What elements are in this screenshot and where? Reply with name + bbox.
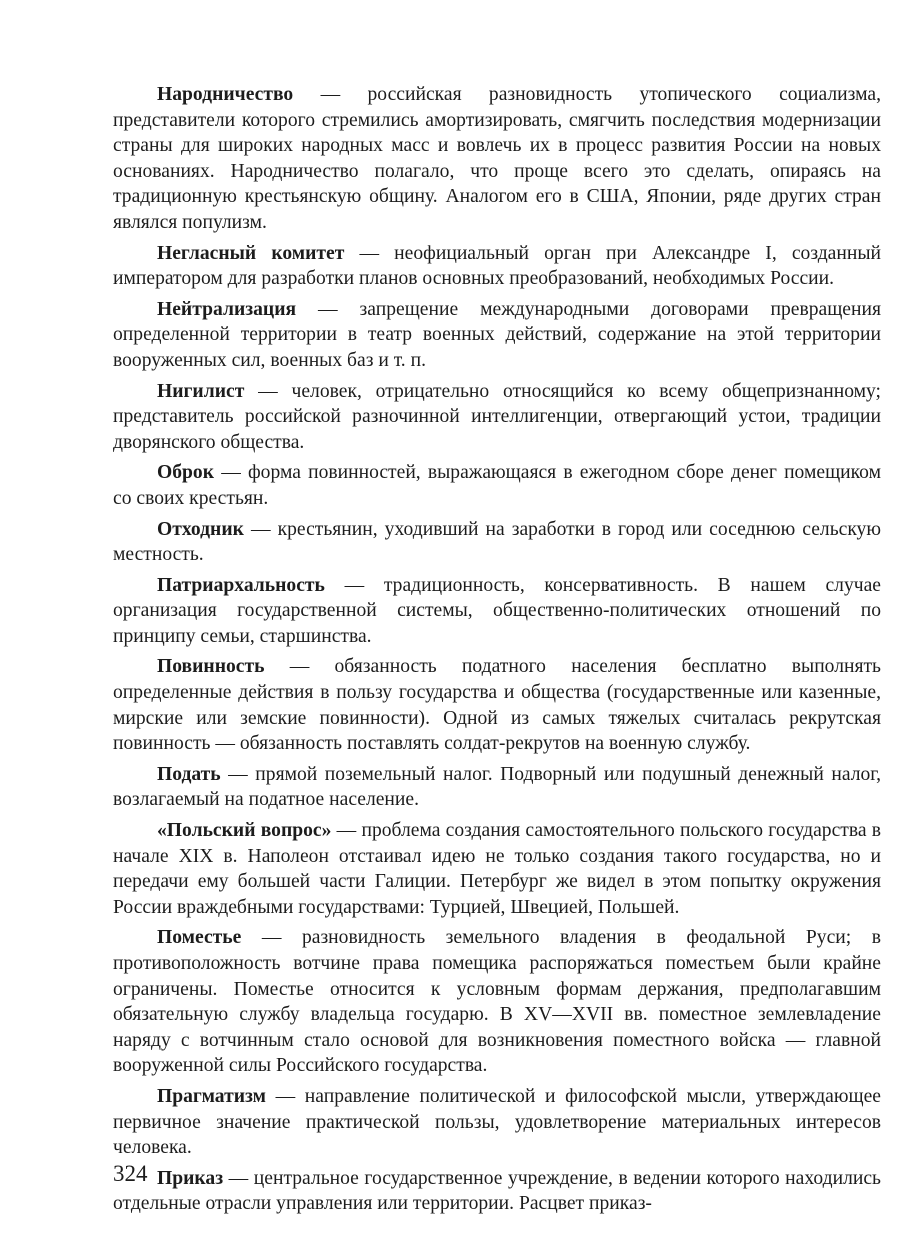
glossary-term: Нейтрализация [157, 298, 297, 320]
glossary-definition: — обязанность податного населения бесплатно выполнять определенные действия в пользу государства и общества (государственные или казенные, мирские или земские повинности). Одной из самых тяжелых считалась рекрутская повинность — обязанность поставлять солдат-рекрутов на военную службу. [113, 656, 881, 755]
glossary-page [113, 82, 881, 1222]
glossary-term: Подать [157, 763, 221, 785]
glossary-definition: — центральное государственное учреждение, в ведении которого находились отдельные отрасли управления или территории. Расцвет приказ- [113, 1167, 881, 1215]
glossary-entry-nigilist [113, 379, 881, 456]
glossary-entry-pragmatizm [113, 1084, 881, 1161]
glossary-term: Поместье [157, 927, 242, 949]
glossary-definition: — неофициальный орган при Александре I, созданный императором для разработки планов основных преобразований, необходимых России. [113, 242, 881, 290]
glossary-definition: — прямой поземельный налог. Подворный или подушный денежный налог, возлагаемый на податное население. [113, 763, 881, 811]
glossary-entry-prikaz [113, 1166, 881, 1217]
glossary-entry-neytralizatsiya [113, 297, 881, 374]
glossary-term: Патриархальность [157, 574, 325, 596]
glossary-definition: — запрещение международными договорами превращения определенной территории в театр военных действий, содержание на этой территории вооруженных сил, военных баз и т. п. [113, 298, 881, 371]
glossary-entry-neglasny-komitet [113, 241, 881, 292]
glossary-definition: — крестьянин, уходивший на заработки в город или соседнюю сельскую местность. [113, 518, 881, 566]
glossary-term: «Польский вопрос» [157, 820, 332, 842]
glossary-entry-podat [113, 762, 881, 813]
glossary-entry-narodnichestvo [113, 82, 881, 236]
glossary-definition: — форма повинностей, выражающаяся в ежегодном сборе денег помещиком со своих крестьян. [113, 462, 881, 509]
glossary-entry-pomestye [113, 925, 881, 1079]
glossary-term: Оброк [157, 462, 215, 484]
glossary-entry-otkhodnik [113, 517, 881, 568]
glossary-term: Нигилист [157, 380, 245, 402]
glossary-entry-povinnost [113, 654, 881, 756]
glossary-definition: — российская разновидность утопического социализма, представители которого стремились амортизировать, смягчить последствия модернизации страны для широких народных масс и вовлечь их в процесс развития России на новых основаниях. Народничество полагало, что проще всего это сделать, опираясь на традиционную крестьянскую общину. Аналогом его в США, Японии, ряде других стран являлся популизм. [113, 84, 881, 233]
glossary-definition: — традиционность, консервативность. В нашем случае организация государственной системы, общественно-политических отношений по принципу семьи, старшинства. [113, 574, 881, 647]
glossary-term: Приказ [157, 1167, 224, 1189]
glossary-definition: — направление политической и философской мысли, утверждающее первичное значение практической пользы, удовлетворение материальных интересов человека. [113, 1085, 881, 1159]
glossary-term: Негласный комитет [157, 242, 345, 264]
glossary-definition: — человек, отрицательно относящийся ко всему общепризнанному; представитель российской разночинной интеллигенции, отвергающий устои, традиции дворянского общества. [113, 380, 881, 453]
glossary-term: Прагматизм [157, 1085, 266, 1107]
glossary-definition: — проблема создания самостоятельного польского государства в начале XIX в. Наполеон отстаивал идею не только создания такого государства, но и передачи ему большей части Галиции. Петербург же видел в этом попытку окружения России враждебными государствами: Турцией, Швецией, Польшей. [113, 820, 881, 918]
glossary-term: Народничество [157, 84, 294, 105]
glossary-entry-obrok [113, 460, 881, 511]
glossary-entry-patriarkhalnost [113, 573, 881, 650]
page-number: 324 [113, 1161, 148, 1186]
glossary-term: Отходник [157, 518, 244, 540]
glossary-term: Повинность [157, 656, 265, 678]
glossary-entry-polsky-vopros [113, 818, 881, 920]
glossary-definition: — разновидность земельного владения в феодальной Руси; в противоположность вотчине права помещика распоряжаться поместьем были крайне ограничены. Поместье относится к условным формам держания, предполагавшим обязательную службу владельца государю. В XV—XVII вв. поместное землевладение наряду с вотчинным стало основой для возникновения поместного войска — главной вооруженной силы Российского государства. [113, 927, 881, 1077]
